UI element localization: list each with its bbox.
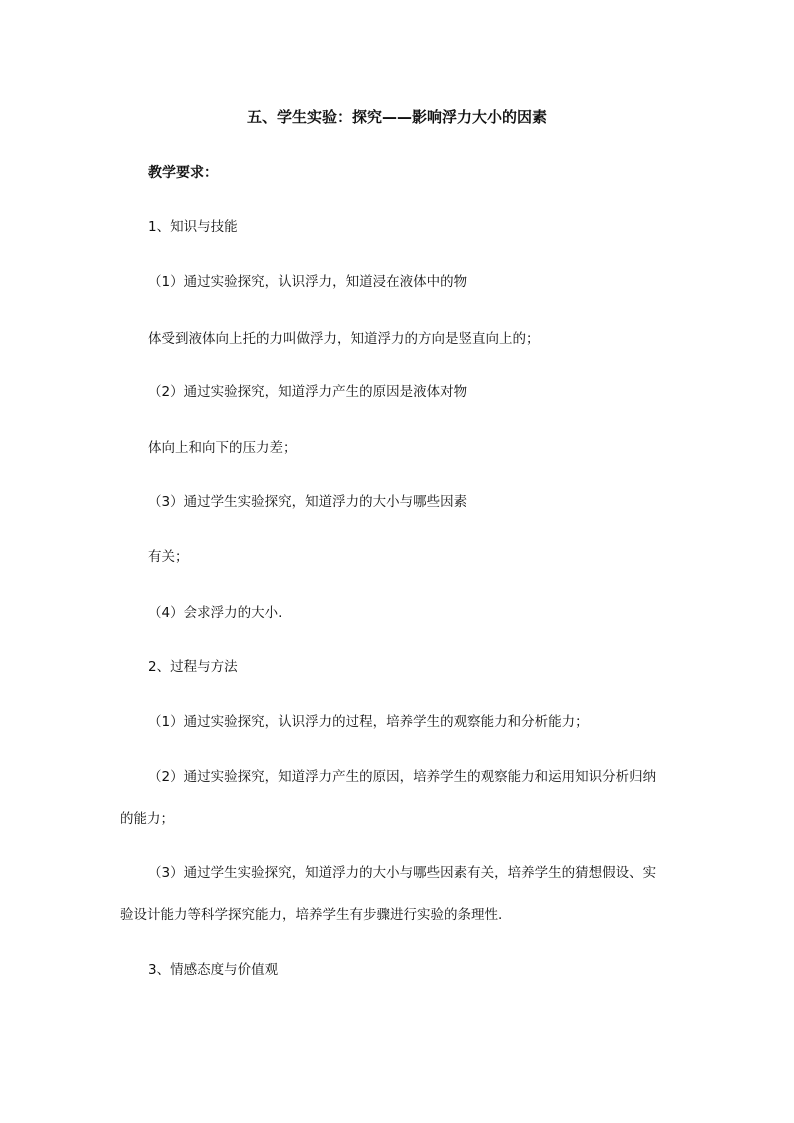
paragraph-line: 的能力； [120, 811, 174, 827]
paragraph-line: （3）通过学生实验探究，知道浮力的大小与哪些因素有关，培养学生的猜想假设、实 [148, 865, 657, 881]
paragraph-line: （3）通过学生实验探究，知道浮力的大小与哪些因素 [148, 494, 468, 510]
paragraph-line: （4）会求浮力的大小. [148, 605, 283, 621]
section-emotion-values: 3、情感态度与价值观 [148, 962, 279, 978]
paragraph-line: 体向上和向下的压力差； [148, 440, 297, 456]
paragraph-line: 验设计能力等科学探究能力，培养学生有步骤进行实验的条理性. [120, 907, 503, 923]
paragraph-line: （1）通过实验探究，认识浮力，知道浸在液体中的物 [148, 274, 468, 290]
teaching-requirements-heading: 教学要求： [148, 165, 218, 181]
paragraph-line: 体受到液体向上托的力叫做浮力，知道浮力的方向是竖直向上的； [148, 331, 540, 347]
paragraph-line: （2）通过实验探究，知道浮力产生的原因是液体对物 [148, 384, 468, 400]
document-title: 五、学生实验：探究——影响浮力大小的因素 [246, 108, 547, 126]
section-knowledge-skills: 1、知识与技能 [148, 219, 238, 235]
paragraph-line: （2）通过实验探究，知道浮力产生的原因，培养学生的观察能力和运用知识分析归纳 [148, 769, 657, 785]
section-process-methods: 2、过程与方法 [148, 659, 238, 675]
paragraph-line: （1）通过实验探究，认识浮力的过程，培养学生的观察能力和分析能力； [148, 714, 589, 730]
paragraph-line: 有关； [148, 549, 189, 565]
